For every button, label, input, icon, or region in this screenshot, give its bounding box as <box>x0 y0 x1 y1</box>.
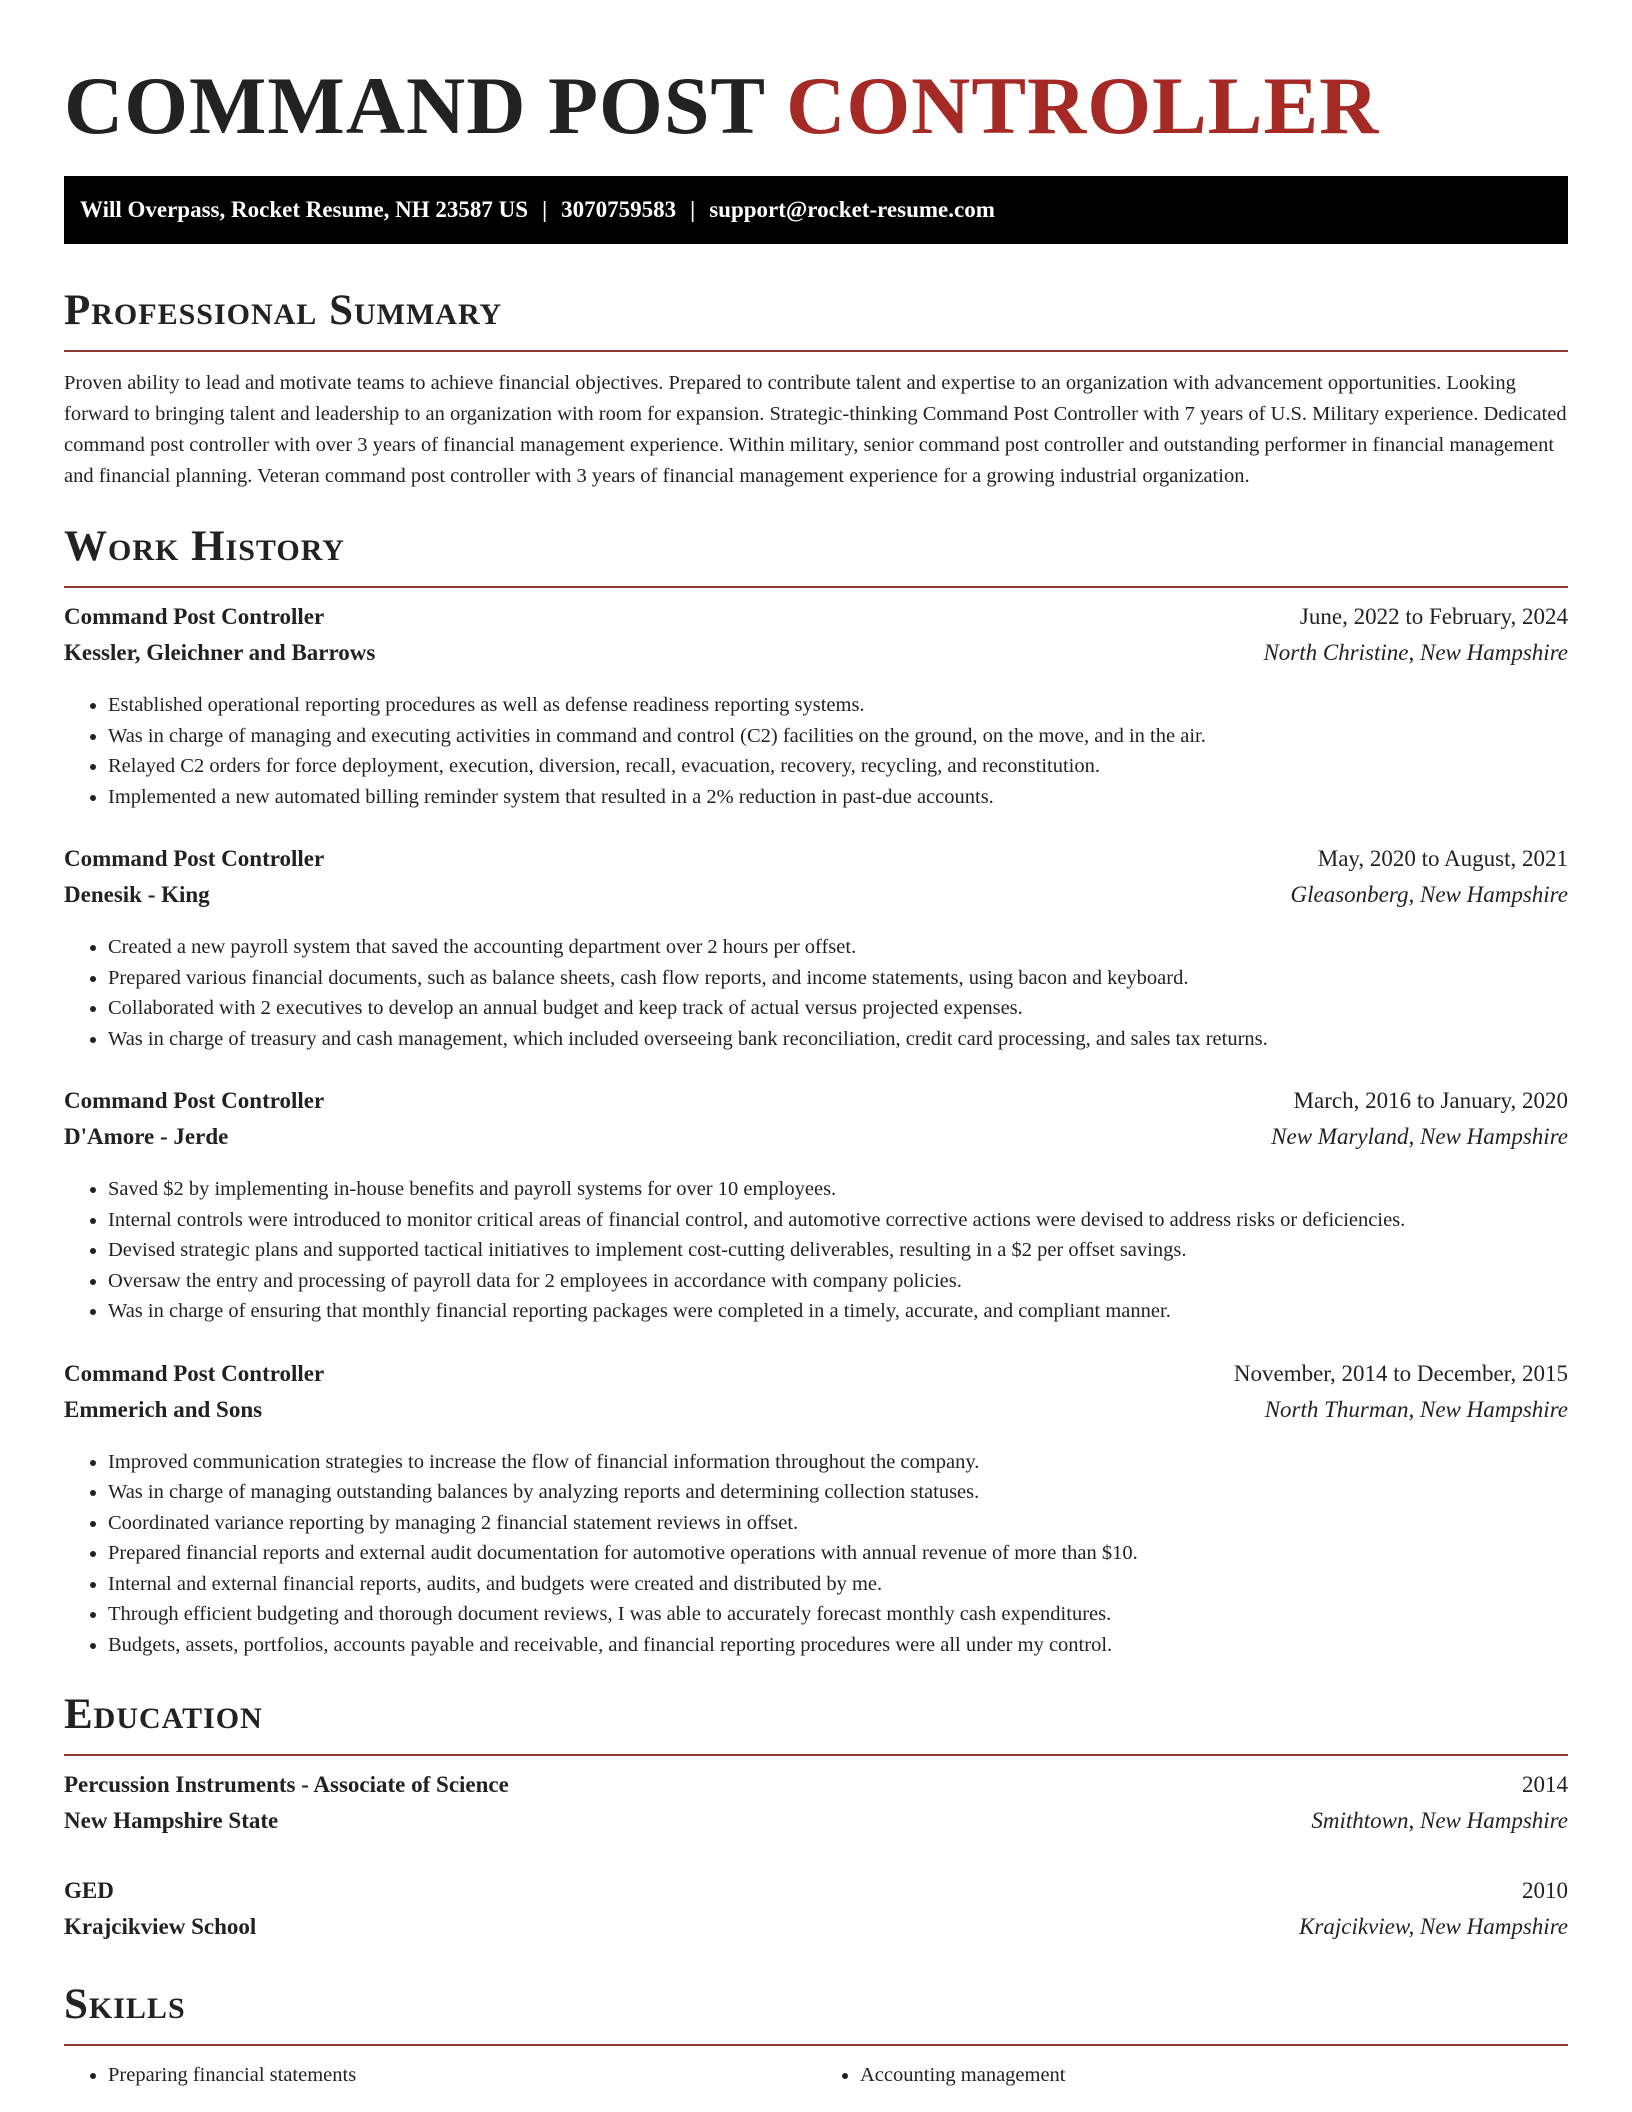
summary-heading: Professional Summary <box>64 286 1568 352</box>
education-degree: GED <box>64 1878 114 1903</box>
job-company: D'Amore - Jerde <box>64 1124 229 1149</box>
job-dates: May, 2020 to August, 2021 <box>1317 846 1568 871</box>
job-location: New Maryland, New Hampshire <box>1271 1124 1568 1149</box>
job-entry <box>64 1088 1568 1327</box>
job-bullets <box>64 690 1568 812</box>
job-bullets <box>64 1447 1568 1661</box>
skills-heading: Skills <box>64 1980 1568 2046</box>
contact-separator: | <box>542 197 548 222</box>
work-history-heading: Work History <box>64 522 1568 588</box>
job-bullet: • Internal and external financial reports, audits, and budgets were created and distributed by me. <box>108 1569 1568 1600</box>
job-role: Command Post Controller <box>64 604 325 629</box>
education-school: Krajcikview School <box>64 1914 257 1939</box>
job-company: Kessler, Gleichner and Barrows <box>64 640 376 665</box>
job-location: North Christine, New Hampshire <box>1263 640 1568 665</box>
education-section <box>64 1690 1568 1950</box>
job-bullet: • Budgets, assets, portfolios, accounts payable and receivable, and financial reporting procedures were all under my control. <box>108 1630 1568 1661</box>
job-bullet: • Established operational reporting procedures as well as defense readiness reporting systems. <box>108 690 1568 721</box>
education-location: Krajcikview, New Hampshire <box>1299 1914 1568 1939</box>
skill-item: • Accounting management <box>860 2060 1568 2090</box>
job-dates: June, 2022 to February, 2024 <box>1299 604 1568 629</box>
contact-phone: 3070759583 <box>561 197 677 222</box>
job-bullet: • Improved communication strategies to increase the flow of financial information throughout the company. <box>108 1447 1568 1478</box>
contact-separator: | <box>690 197 696 222</box>
job-bullet: • Through efficient budgeting and thorough document reviews, I was able to accurately forecast monthly cash expenditures. <box>108 1599 1568 1630</box>
job-bullet: • Implemented a new automated billing reminder system that resulted in a 2% reduction in past-due accounts. <box>108 782 1568 813</box>
job-entry <box>64 1361 1568 1661</box>
skills-column-right <box>816 2060 1568 2090</box>
skills-column-left <box>64 2060 816 2090</box>
job-bullet: • Coordinated variance reporting by managing 2 financial statement reviews in offset. <box>108 1508 1568 1539</box>
job-company: Emmerich and Sons <box>64 1396 263 1422</box>
job-bullet: • Was in charge of ensuring that monthly financial reporting packages were completed in a timely, accurate, and compliant manner. <box>108 1296 1568 1327</box>
job-bullet: • Collaborated with 2 executives to develop an annual budget and keep track of actual versus projected expenses. <box>108 993 1568 1024</box>
job-bullet: • Prepared financial reports and external audit documentation for automotive operations with annual revenue of more than $10. <box>108 1538 1568 1569</box>
job-bullet: • Internal controls were introduced to monitor critical areas of financial control, and automotive corrective actions were devised to address risks or deficiencies. <box>108 1205 1568 1236</box>
education-entry <box>64 1878 1568 1950</box>
job-bullet: • Created a new payroll system that saved the accounting department over 2 hours per offset. <box>108 932 1568 963</box>
job-bullet: • Prepared various financial documents, such as balance sheets, cash flow reports, and income statements, using bacon and keyboard. <box>108 963 1568 994</box>
contact-address: Will Overpass, Rocket Resume, NH 23587 US <box>80 197 529 222</box>
work-history-section <box>64 522 1568 1660</box>
job-role: Command Post Controller <box>64 1360 325 1386</box>
education-year: 2014 <box>1522 1772 1568 1797</box>
skills-grid <box>64 2060 1568 2090</box>
education-entry <box>64 1772 1568 1844</box>
education-year: 2010 <box>1522 1878 1568 1903</box>
contact-bar <box>64 176 1568 244</box>
job-bullet: • Relayed C2 orders for force deployment, execution, diversion, recall, evacuation, recovery, recycling, and reconstitution. <box>108 751 1568 782</box>
job-entry <box>64 604 1568 812</box>
job-location: North Thurman, New Hampshire <box>1264 1396 1568 1422</box>
education-location: Smithtown, New Hampshire <box>1311 1808 1568 1833</box>
education-degree: Percussion Instruments - Associate of Science <box>64 1772 509 1797</box>
education-school: New Hampshire State <box>64 1808 279 1833</box>
job-bullet: • Was in charge of managing and executing activities in command and control (C2) facilities on the ground, on the move, and in the air. <box>108 721 1568 752</box>
job-bullet: • Was in charge of managing outstanding balances by analyzing reports and determining collection statuses. <box>108 1477 1568 1508</box>
summary-text: Proven ability to lead and motivate teams to achieve financial objectives. Prepared to contribute talent and expertise to an organization with advancement opportunities. Looking forward to bringing talent and leadership to an organization with room for expansion. Strategic-thinking Command Post Controller with 7 years of U.S. Military experience. Dedicated command post controller with over 3 years of financial management experience. Within military, senior command post controller and outstanding performer in financial management and financial planning. Veteran command post controller with 3 years of financial management experience for a growing industrial organization. <box>64 372 1567 487</box>
job-company: Denesik - King <box>64 882 210 907</box>
education-heading: Education <box>64 1690 1568 1756</box>
job-entry <box>64 846 1568 1054</box>
skills-section <box>64 1980 1568 2090</box>
contact-email: support@rocket-resume.com <box>709 197 995 222</box>
job-bullets <box>64 1174 1568 1327</box>
name-first: COMMAND POST <box>64 60 765 151</box>
resume-name <box>64 0 1568 176</box>
job-bullet: • Saved $2 by implementing in-house benefits and payroll systems for over 10 employees. <box>108 1174 1568 1205</box>
job-bullets <box>64 932 1568 1054</box>
job-bullet: • Was in charge of treasury and cash management, which included overseeing bank reconciliation, credit card processing, and sales tax returns. <box>108 1024 1568 1055</box>
job-bullet: • Oversaw the entry and processing of payroll data for 2 employees in accordance with company policies. <box>108 1266 1568 1297</box>
job-location: Gleasonberg, New Hampshire <box>1290 882 1568 907</box>
job-role: Command Post Controller <box>64 846 325 871</box>
job-dates: March, 2016 to January, 2020 <box>1293 1088 1568 1113</box>
job-bullet: • Devised strategic plans and supported tactical initiatives to implement cost-cutting deliverables, resulting in a $2 per offset savings. <box>108 1235 1568 1266</box>
job-dates: November, 2014 to December, 2015 <box>1233 1360 1568 1386</box>
name-last: CONTROLLER <box>786 60 1380 151</box>
skill-item: • Preparing financial statements <box>108 2060 816 2090</box>
job-role: Command Post Controller <box>64 1088 325 1113</box>
